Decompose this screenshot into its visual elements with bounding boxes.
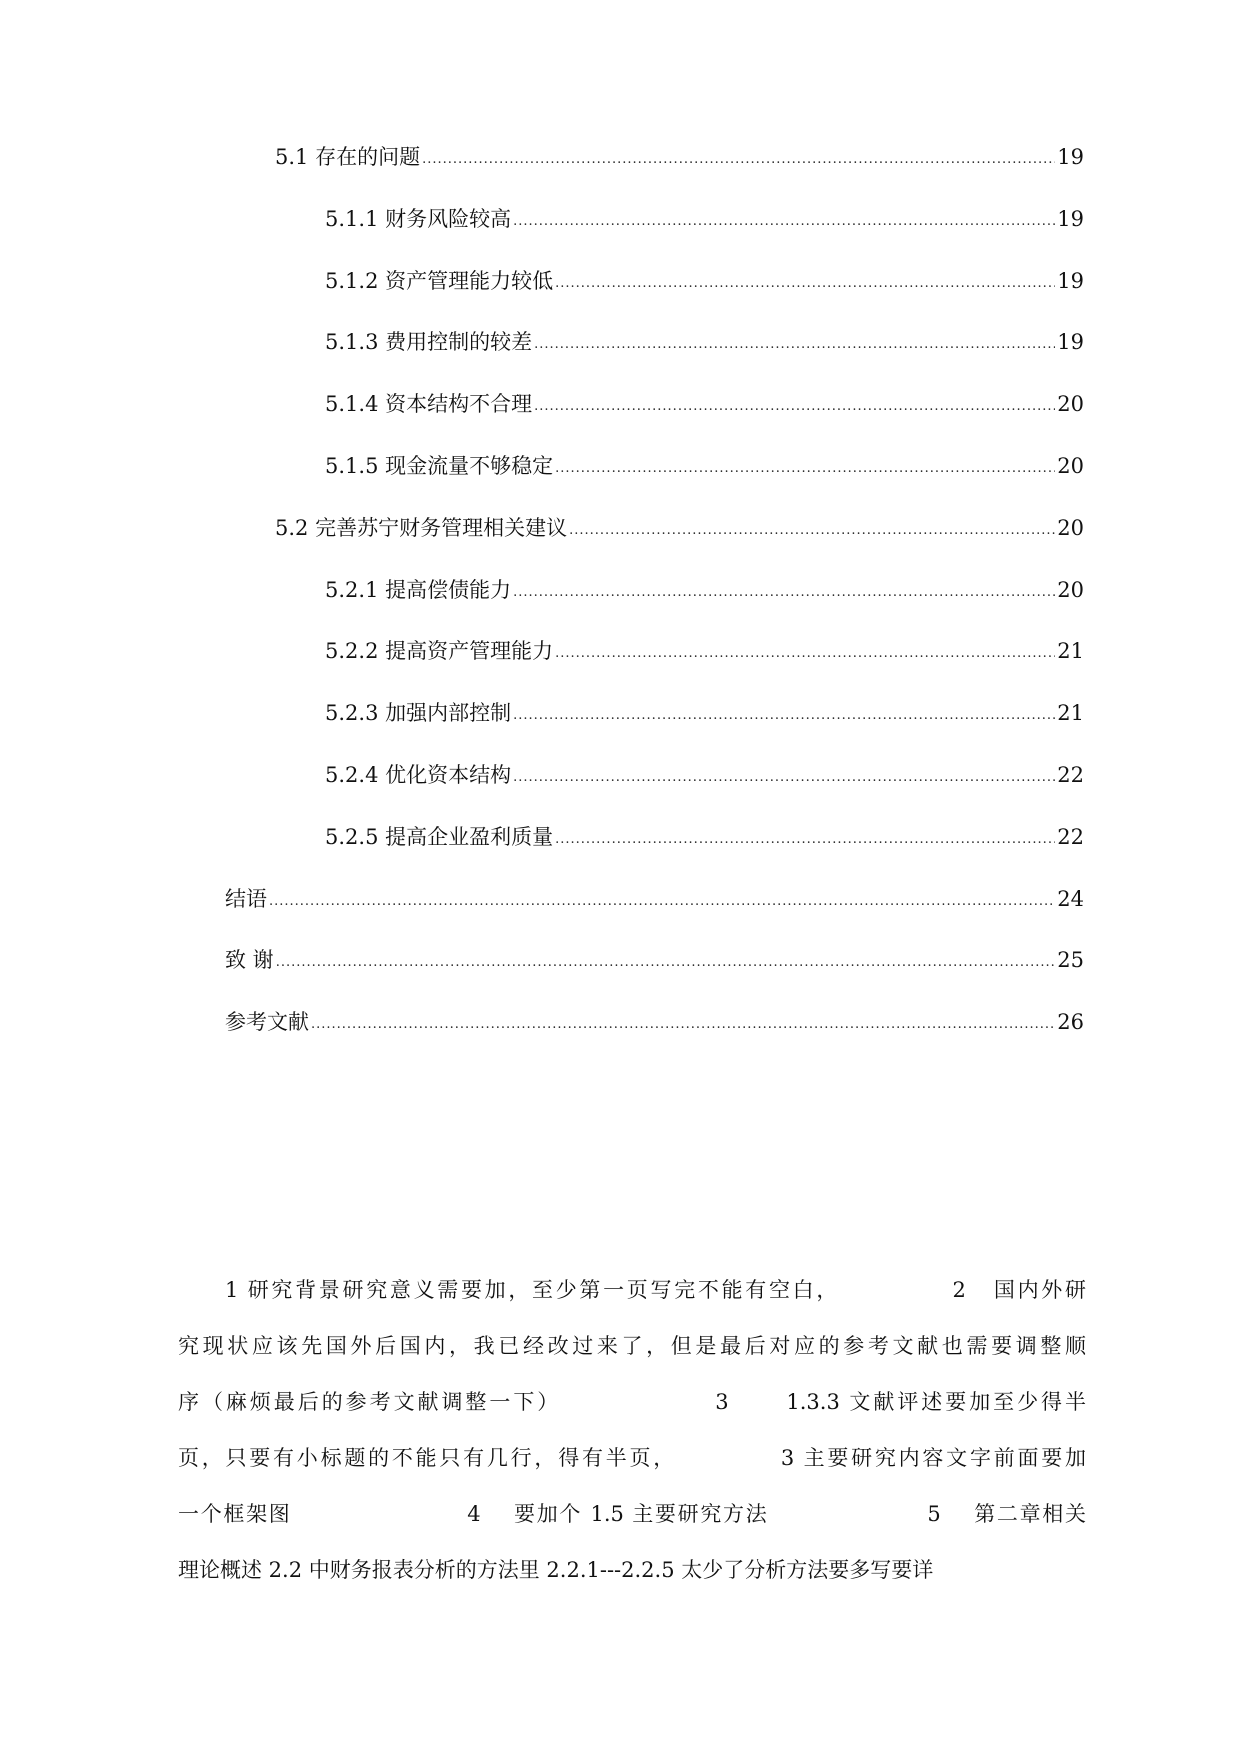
toc-entry-label: 致 谢: [225, 948, 274, 973]
toc-page-number: 21: [1057, 639, 1084, 664]
toc-entry-label: 5.1.2 资产管理能力较低: [325, 268, 554, 293]
toc-entry[interactable]: [325, 204, 1084, 234]
toc-entry[interactable]: [325, 266, 1084, 296]
toc-page-number: 20: [1057, 577, 1084, 602]
toc-entry-label: 5.1.3 费用控制的较差: [325, 330, 533, 355]
toc-entry-label: 5.2.1 提高偿债能力: [325, 577, 512, 602]
toc-dot-leader: [555, 825, 1055, 855]
toc-entry-label: 5.1 存在的问题: [275, 145, 421, 169]
toc-page-number: 19: [1057, 206, 1084, 231]
note-line: 序（麻烦最后的参考文献调整一下） 3 1.3.3 文献评述要加至少得半: [178, 1390, 1086, 1414]
toc-entry[interactable]: [325, 575, 1084, 605]
note-line: 理论概述 2.2 中财务报表分析的方法里 2.2.1---2.2.5 太少了分析方法要多写要详: [178, 1558, 934, 1582]
toc-dot-leader: [269, 887, 1055, 917]
toc-page-number: 24: [1057, 886, 1084, 911]
toc-dot-leader: [555, 639, 1055, 669]
toc-page-number: 20: [1057, 392, 1084, 417]
toc-entry[interactable]: [325, 698, 1084, 728]
toc-entry-label: 结语: [225, 886, 267, 911]
note-line: 页，只要有小标题的不能只有几行，得有半页， 3 主要研究内容文字前面要加: [178, 1446, 1086, 1470]
toc-entry-label: 5.1.1 财务风险较高: [325, 206, 512, 231]
toc-dot-leader: [555, 454, 1055, 484]
toc-page-number: 20: [1057, 515, 1084, 540]
note-line: 一个框架图 4 要加个 1.5 主要研究方法 5 第二章相关: [178, 1502, 1086, 1526]
toc-dot-leader: [534, 330, 1055, 360]
toc-entry[interactable]: [275, 513, 1084, 543]
toc-page-number: 19: [1057, 268, 1084, 293]
toc-entry[interactable]: [225, 1007, 1084, 1037]
toc-dot-leader: [276, 948, 1056, 978]
toc-entry[interactable]: [225, 945, 1084, 975]
toc-page-number: 20: [1057, 454, 1084, 478]
note-line: 1 研究背景研究意义需要加，至少第一页写完不能有空白， 2 国内外研: [225, 1278, 1086, 1302]
toc-entry-label: 参考文献: [225, 1010, 309, 1035]
toc-entry[interactable]: [325, 327, 1084, 357]
toc-entry-label: 5.2.3 加强内部控制: [325, 701, 512, 726]
toc-dot-leader: [513, 578, 1055, 608]
toc-dot-leader: [534, 392, 1055, 422]
toc-entry-label: 5.2.5 提高企业盈利质量: [325, 824, 554, 849]
toc-entry[interactable]: [325, 451, 1084, 481]
toc-dot-leader: [555, 269, 1055, 299]
toc-page-number: 26: [1057, 1010, 1084, 1035]
toc-entry-label: 5.1.4 资本结构不合理: [325, 392, 533, 417]
toc-dot-leader: [513, 763, 1055, 793]
toc-entry[interactable]: [275, 142, 1084, 172]
review-note: [178, 1262, 1086, 1598]
toc-dot-leader: [513, 207, 1055, 237]
toc-dot-leader: [311, 1010, 1055, 1040]
toc-page-number: 19: [1057, 330, 1084, 355]
toc-dot-leader: [569, 516, 1055, 546]
toc-entry[interactable]: [225, 884, 1084, 914]
toc-dot-leader: [422, 145, 1055, 175]
toc-entry-label: 5.1.5 现金流量不够稳定: [325, 454, 554, 478]
toc-page-number: 22: [1057, 763, 1084, 787]
toc-entry[interactable]: [325, 760, 1084, 790]
note-line: 究现状应该先国外后国内，我已经改过来了，但是最后对应的参考文献也需要调整顺: [178, 1334, 1086, 1358]
toc-page-number: 19: [1057, 145, 1084, 169]
toc-entry-label: 5.2.4 优化资本结构: [325, 763, 512, 787]
toc-page-number: 21: [1057, 701, 1084, 726]
toc-dot-leader: [513, 701, 1055, 731]
toc-page-number: 25: [1057, 948, 1084, 973]
toc-entry-label: 5.2.2 提高资产管理能力: [325, 639, 554, 664]
toc-entry-label: 5.2 完善苏宁财务管理相关建议: [275, 515, 568, 540]
toc-entry[interactable]: [325, 822, 1084, 852]
toc-entry[interactable]: [325, 389, 1084, 419]
toc-entry[interactable]: [325, 636, 1084, 666]
toc-page-number: 22: [1057, 824, 1084, 849]
